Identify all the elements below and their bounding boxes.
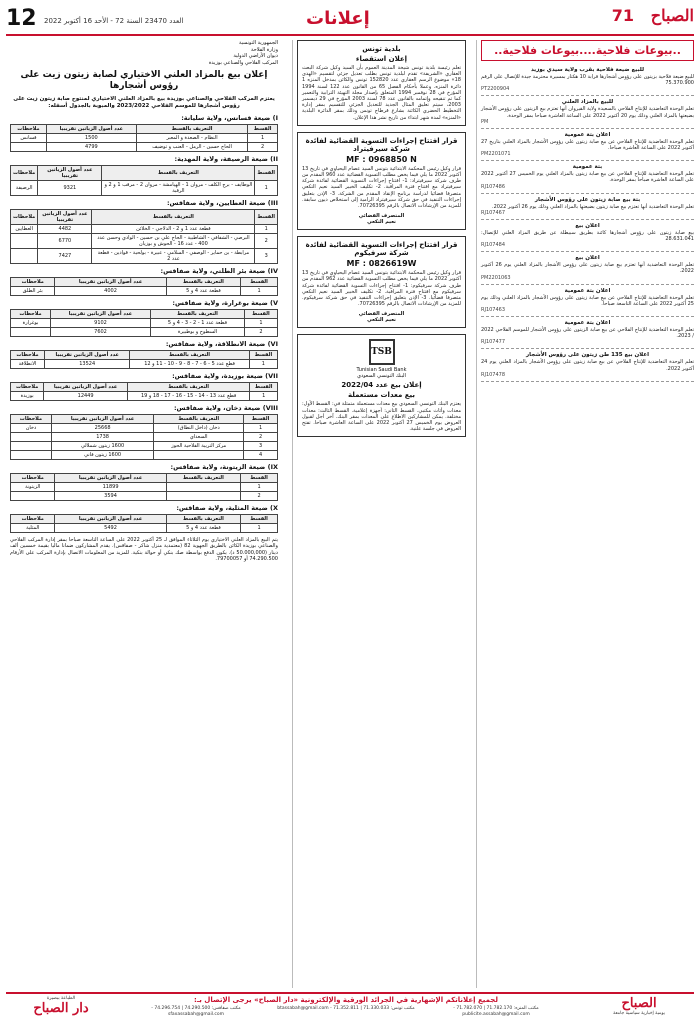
farm-name: IX) ضيعة الزيتونة، ولاية صفاقس:	[170, 463, 278, 471]
ad-title: اعلان بتة عمومية	[564, 131, 611, 138]
lot-table-header: ملاحظات	[11, 278, 55, 287]
lot-cell: السطوح و بوطبيرة	[151, 328, 245, 337]
lot-cell	[11, 433, 52, 442]
office-sfax: مكتب صفاقس: 74.290.500 | 74.296.754 - sfaxassabah@gmail.com	[151, 1006, 241, 1017]
bank-name: Tunisian Saudi Bank	[356, 367, 407, 374]
lot-cell: قسانس	[11, 134, 47, 143]
agricultural-ads-column	[476, 40, 694, 988]
lot-row	[11, 483, 278, 492]
ad-title: اعلان بتة عمومية	[564, 287, 611, 294]
ad-title: للبيع ضيعة فلاحية بقرب ولاية سيدي بوزيد	[530, 67, 645, 73]
court-notice-title: قرار افتتاح إجراءات التسوية القضائية لفائدة شركة سيرفيتراد	[305, 136, 458, 153]
lot-cell: 9321	[38, 181, 102, 196]
lot-cell	[11, 249, 38, 264]
ad-title: اعلان بيع	[575, 222, 600, 229]
lot-cell	[11, 328, 51, 337]
lot-table-header: عدد أصول الزياتين تقريبيا	[55, 474, 166, 483]
newspaper-logo	[611, 6, 694, 32]
farm-section	[10, 463, 278, 501]
ad-code: PM	[481, 118, 489, 125]
lot-table-header: التعريف بالقسط	[154, 415, 244, 424]
logo-name: الصباح	[650, 6, 694, 25]
lot-cell: 12449	[44, 392, 128, 401]
lot-table-header: عدد أصول الزياتين تقريبيا	[38, 166, 102, 181]
farm-section	[10, 404, 278, 460]
lot-table-header: القسط	[255, 210, 278, 225]
lot-cell: البرصي - الشفافي - الشاطبية - الحاج علي بن حسين - الوادي وحسن عدد 400 - عدد 16 - الحوش و بوزيان	[92, 234, 255, 249]
lot-table-header: القسط	[244, 310, 277, 319]
lot-cell: 5492	[55, 524, 166, 533]
lot-cell: 3	[244, 442, 278, 451]
lot-cell: مرابطة - بن حماير - الوصفي - السلامي - عبيرة - بولحية - قوادين - قطعة عدد 2	[92, 249, 255, 264]
lot-table	[10, 124, 278, 152]
lot-cell: 1	[248, 134, 278, 143]
farm-name: I) ضيعة قسانس، ولاية سليانة:	[181, 114, 278, 122]
ad-body: تعلم الوحدة التعاضدية للإنتاج الفلاحي عن بيع صابة زيتون بالمزاد العلني يوم الخميس 27 أكتوبر 2022 على الساعة العاشرة صباحا بمقر الوحدة.	[481, 171, 694, 184]
farm-section	[10, 372, 278, 401]
farm-name: III) ضيعة العطايين، ولاية صفاقس:	[166, 199, 278, 207]
lot-table	[10, 350, 278, 369]
lot-cell: السعداي	[154, 433, 244, 442]
lot-table-header: ملاحظات	[11, 383, 44, 392]
farm-section	[10, 299, 278, 337]
agricultural-banner: ..بيوعات فلاحية....بيوعات فلاحية..	[481, 40, 694, 61]
olive-auction-column	[6, 40, 282, 988]
lot-table-header: ملاحظات	[11, 166, 38, 181]
lot-cell: بوزيدة	[11, 392, 44, 401]
lot-cell: قطعة عدد 1 و 2 - الدلاجي - الخلائن	[92, 225, 255, 234]
lot-cell: قطعة عدد 1 - 2 - 3 - 4 و 5	[151, 319, 245, 328]
lot-cell	[11, 234, 38, 249]
logo-number: 71	[611, 6, 634, 25]
lot-cell: 6770	[38, 234, 92, 249]
ad-body: تعلم الوحدة التعاضدية للإنتاج الفلاحي عن بيع صابة الزيتون على رؤوس الأشجار للموسم الفلاحي 2022 / 2023.	[481, 327, 694, 340]
lot-cell: 4482	[38, 225, 92, 234]
footer-logo-right	[584, 996, 694, 1016]
lot-cell: دخان	[11, 424, 52, 433]
ad-code: RJ107484	[481, 242, 506, 249]
lot-cell: العطايين	[11, 225, 38, 234]
ad-body: للبيع ضيعة فلاحية بزيتون على رؤوس أشجارها قرابة 10 هكتار بمسيرة محترمة جيدة للإتصال على الرقم 75.370.900	[481, 74, 694, 87]
lot-table-header: القسط	[241, 278, 278, 287]
lot-table-header: القسط	[244, 415, 278, 424]
ad-code: PM2201063	[481, 274, 511, 281]
lot-table-header: ملاحظات	[11, 125, 47, 134]
lot-row	[11, 392, 278, 401]
ad-code: PT2200904	[481, 86, 510, 93]
notice-body: تعلم رئيسة بلدية تونس شيخة المدينة العموم بأن السيد وكيل شركة البعث العقاري «الشريفة» تقدم لبلدية تونس بطلب تعديل جزئي لتقسيم «الهدى 18» موضوع الرسم العقاري عدد 152820 تونس والكائن بمدخل المنزه 1 دائرة المنزه. وعملا بأحكام الفصل 65 من القانون عدد 122 لسنة 1994 المؤرخ في 28 نوفمبر 1994 المتعلق بإصدار مجلة التهيئة الترابية والتعمير كما تم تنقيحه وإتمامه بالقانون عدد 78 لسنة 2003 المؤرخ في 29 ديسمبر 2003، سيتم تعليق المثال الجديد للتعديل الجزئي للتقسيم بمقر إدارة التخطيط الحضري الكائنة بشارع قرطاج تونس وذلك بمقر الدائرة البلدية «المنزه» لمدة شهر ابتداء من تاريخ نشر هذا الإعلان.	[302, 65, 462, 121]
lot-cell: 2	[248, 143, 278, 152]
lot-table-header: القسط	[250, 383, 278, 392]
footer-logo-right-name: الصباح	[621, 996, 657, 1011]
lot-cell	[154, 451, 244, 460]
lot-table-header: عدد أصول الزياتين تقريبيا	[50, 310, 150, 319]
ad-body: تعلم الوحدة التعاضدية للإنتاج الفلاحي عن بيع صابة زيتون على رؤوس الأشجار بالمزاد العلني وذلك يوم 25 أكتوبر 2022 على الساعة التاسعة صباحا.	[481, 294, 694, 307]
lot-table-header: القسط	[249, 351, 277, 360]
municipal-notice	[297, 40, 466, 126]
lot-cell: 3594	[55, 492, 166, 501]
lot-table-header: التعريف بالقسط	[127, 383, 249, 392]
lot-table-header: القسط	[241, 515, 278, 524]
lot-row	[11, 451, 278, 460]
lot-table-header: القسط	[248, 125, 278, 134]
footer-logo-left-name: دار الصباح	[33, 1001, 89, 1016]
ad-item	[481, 161, 694, 193]
farm-section	[10, 504, 278, 533]
ad-title: اعلان بيع	[575, 255, 600, 262]
lot-table-header: التعريف بالقسط	[166, 474, 241, 483]
farm-section	[10, 267, 278, 296]
lot-row	[11, 328, 278, 337]
lot-table-header: القسط	[255, 166, 278, 181]
lot-table-header: عدد أصول الزياتين تقريبيا	[55, 278, 166, 287]
lot-cell: الحاج حسين - الرمل - العنب و توضيف	[136, 143, 247, 152]
lot-table-header: عدد أصول الزياتين تقريبيا	[45, 351, 130, 360]
bank-logo: TSB	[369, 339, 395, 365]
notice-subtitle: إعلان استقصاء	[355, 55, 408, 63]
lot-row	[11, 360, 278, 369]
lot-cell: 25668	[51, 424, 153, 433]
lot-cell	[11, 143, 47, 152]
lot-cell	[11, 492, 55, 501]
footer-logo-left	[6, 996, 116, 1016]
lot-cell	[11, 442, 52, 451]
page-number: 12	[6, 6, 37, 31]
lot-table-header: عدد أصول الزياتين تقريبيا	[38, 210, 92, 225]
ad-code: RJ107477	[481, 339, 506, 346]
lot-cell: بوغرارة	[11, 319, 51, 328]
lot-cell: 7602	[50, 328, 150, 337]
ad-item	[481, 129, 694, 161]
ad-item	[481, 317, 694, 349]
lot-row	[11, 143, 278, 152]
farm-name: II) ضيعة الرصيفة، ولاية المهدية:	[174, 155, 278, 163]
ad-item	[481, 349, 694, 381]
ad-title: بتة بيع صابة زيتون على رؤوس الأشجار	[534, 196, 641, 203]
ads-list	[481, 64, 694, 382]
lot-row	[11, 234, 278, 249]
lot-cell: 1	[244, 319, 277, 328]
ad-item	[481, 285, 694, 317]
bank-name-arabic: البنك التونسي السعودي	[357, 373, 406, 380]
footer-slogan: لجميع إعلاناتكم الإشهارية في الجرائد الورقية والإلكترونية «دار الصباح» يرجى الإتصال بـ:	[194, 996, 498, 1004]
footer-logo-right-tag: يومية إخبارية سياسية جامعة	[613, 1011, 665, 1016]
lot-cell: 1600 زيتون فاني	[51, 451, 153, 460]
lot-cell: 2	[244, 433, 278, 442]
lot-cell: 1	[241, 483, 278, 492]
lot-cell: 13524	[45, 360, 130, 369]
lot-cell: قطع عدد 5 - 6 - 7 - 8 - 9 - 10 - 11 و 12	[130, 360, 249, 369]
lot-row	[11, 524, 278, 533]
lot-cell: المثلية	[11, 524, 55, 533]
ad-code: RJ107478	[481, 371, 506, 378]
lot-row	[11, 225, 278, 234]
lot-table-header: التعريف بالقسط	[166, 515, 241, 524]
lot-cell: 1	[241, 287, 278, 296]
lot-cell: 2	[241, 492, 278, 501]
lot-table-header: التعريف بالقسط	[166, 278, 241, 287]
farm-name: IV) ضيعة بئر الطلتي، ولاية صفاقس:	[160, 267, 278, 275]
section-title: إعلانات	[306, 8, 370, 29]
auction-intro: يعتزم المركب الفلاحي والصناعي بوزيدة بيع بالمزاد العلني الاختياري لمنتوج صابة زيتون زيت على رؤوس أشجارها للموسم الفلاحي 2023/2022 والمبوبة بالجدول أسفله:	[13, 96, 275, 109]
bank-notice-body: يعتزم البنك التونسي السعودي بيع معدات مستعملة متمثلة في: القسط الأول: معدات وأثاث مكتبي. القسط الثاني: أجهزة إعلامية. القسط الثالث: معدات مختلفة. يمكن للمشاركين الاطلاع على المعدات بمقر البنك. آخر أجل لقبول العروض يوم الخميس 27 أكتوبر 2022 على الساعة العاشرة صباحا. تفتح العروض في جلسة علنية.	[302, 401, 461, 433]
lot-table-header: التعريف بالقسط	[136, 125, 247, 134]
farm-lots	[10, 114, 278, 533]
bank-notice-title: إعلان بيع عدد 2022/04	[341, 381, 422, 390]
lot-cell: 1738	[51, 433, 153, 442]
lot-table	[10, 414, 278, 460]
lot-cell: الرصيفة	[11, 181, 38, 196]
lot-table-header: عدد أصول الزياتين تقريبيا	[46, 125, 136, 134]
farm-name: VI) ضيعة الانطلاقة، ولاية صفاقس:	[165, 340, 278, 348]
lot-table-header: ملاحظات	[11, 210, 38, 225]
lot-row	[11, 492, 278, 501]
ad-code: RJ107463	[481, 307, 506, 314]
bank-notice-subtitle: بيع معدات مستعملة	[348, 391, 415, 400]
court-notice-title: قرار افتتاح إجراءات التسوية القضائية لفائدة شركة سرفيكوم	[305, 241, 458, 258]
lot-cell: قطعة عدد 4 و 5	[166, 287, 241, 296]
auction-title: إعلان بيع بالمزاد العلني الاختياري لصابة زيتون زيت على رؤوس أشجارها	[20, 70, 268, 91]
lot-cell: 4002	[55, 287, 166, 296]
lot-cell: 9102	[50, 319, 150, 328]
lot-table	[10, 165, 278, 196]
bank-sale-notice	[297, 334, 466, 437]
farm-section	[10, 114, 278, 152]
footer-logo-left-tag: الطباعة ببصيرة	[46, 996, 76, 1001]
ad-body: تعلم الوحدة التعاضدية للإنتاج الفلاحي عن بيع صابة زيتون على رؤوس الأشجار بالمزاد العلني يوم 24 أكتوبر 2022.	[481, 359, 694, 372]
ad-body: بيع صابة زيتون على رؤوس أشجارها كائنة بطريق سبيطلة عن طريق المزاد العلني للإتصال: 28.631.041	[481, 229, 694, 243]
ad-title: بتة عمومية	[572, 164, 603, 171]
tax-id: MF : 0826619W	[346, 259, 417, 269]
court-notice-servitrade	[297, 132, 466, 230]
lot-cell: 1	[255, 181, 278, 196]
lot-table-header: عدد أصول الزياتين تقريبيا	[44, 383, 128, 392]
footer-offices	[126, 1006, 566, 1017]
lot-table-header: ملاحظات	[11, 351, 45, 360]
ad-code: RJ107467	[481, 209, 506, 216]
notices-column	[292, 40, 470, 988]
ad-body: تعلم الوحدة التعاضدية أنها تعتزم بيع صابة زيتون بضيعتها بالمزاد العلني وذلك يوم 26 أكتوبر 2022.	[491, 203, 694, 210]
lot-table-header: التعريف بالقسط	[130, 351, 249, 360]
lot-cell: النظام - الصعدة و المعبر	[136, 134, 247, 143]
lot-cell: 7427	[38, 249, 92, 264]
trustee-signature: المتصرف القضائي نعيم التكعي	[358, 311, 405, 324]
lot-row	[11, 424, 278, 433]
lot-cell: 1	[249, 360, 277, 369]
farm-section	[10, 340, 278, 369]
lot-cell: 1	[250, 392, 278, 401]
ad-item	[481, 252, 694, 284]
lot-table-header: عدد أصول الزياتين تقريبيا	[55, 515, 166, 524]
page-footer	[6, 992, 694, 1025]
lot-table-header: التعريف بالقسط	[102, 166, 255, 181]
farm-name: VIII) ضيعة دخان، ولاية صفاقس:	[173, 404, 278, 412]
court-notice-body: قرار وكيل رئيس المحكمة الابتدائية بتونس السيد عصام اليحياوي في تاريخ 13 أكتوبر 2022 ما يلي فيما يخص مطلب التسوية القضائية عدد 960 المقدم من طرف شركة سيرفيتراد: 1- افتتاح إجراءات التسوية القضائية لفائدة شركة سيرفيتراد مع افتتاح فترة المراقبة. 2- تكليف الخبير السيد نعيم التكعي متصرفا قضائيا لدراسة برنامج الإنقاذ المقدم من الشركة. 3- الإذن بتعليق إجراءات التنفيذ في حق شركة سيرفيتراد الرامية إلى استخلاص ديون سابقة. للمزيد من الإرشادات الاتصال بالرقم 70726395.	[302, 165, 461, 210]
ad-item	[481, 64, 694, 96]
ad-body: تعلم الوحدة التعاضدية للإنتاج الفلاحي عن بيع صابة زيتون على رؤوس الأشجار بالمزاد العلني بتاريخ 27 أكتوبر 2022 على الساعة العاشرة صباحا.	[481, 138, 694, 152]
lot-table	[10, 209, 278, 264]
lot-table	[10, 473, 278, 501]
lot-cell: بئر الطلق	[11, 287, 55, 296]
farm-name: V) ضيعة بوغرارة، ولاية صفاقس:	[172, 299, 278, 307]
lot-table-header: التعريف بالقسط	[92, 210, 255, 225]
lot-cell: قطعة عدد 4 و 5	[166, 524, 241, 533]
ad-body: تعلم الوحدة التعاضدية أنها تعتزم بيع صابة زيتون على رؤوس الأشجار بالمزاد العلني يوم 26 أكتوبر 2022.	[481, 262, 694, 275]
court-notice-servicom	[297, 236, 466, 328]
lot-row	[11, 433, 278, 442]
lot-row	[11, 442, 278, 451]
ad-title: اعلان بتة عمومية	[564, 320, 611, 327]
lot-cell: 11899	[55, 483, 166, 492]
page-header	[6, 6, 694, 36]
lot-table-header: ملاحظات	[11, 310, 51, 319]
lot-row	[11, 181, 278, 196]
lot-cell: دخان (داخل النطاق)	[154, 424, 244, 433]
lot-cell: 4799	[46, 143, 136, 152]
office-menzah: مكتب المنزه: 71.782.170 | 71.782.070 - publicite.assabah@gmail.com	[453, 1006, 539, 1017]
lot-cell: الوطايف - برج الكلف - مروان 1 - الهيامشة - مروان 2 - مرقب 1 و 2 و الرقبة	[102, 181, 255, 196]
lot-cell: قطع عدد 13 - 14 - 15 - 16 - 17 - 18 و 19	[127, 392, 249, 401]
lot-cell: 1	[244, 424, 278, 433]
lot-cell: 4	[244, 451, 278, 460]
lot-cell	[11, 451, 52, 460]
lot-table-header: ملاحظات	[11, 515, 55, 524]
auction-conditions: يتم البيع بالمزاد العلني الاختياري يوم الثلاثاء الموافق لـ 25 أكتوبر 2022 على الساعة التاسعة صباحا بمقر إدارة المركب الفلاحي والصناعي بوزيدة الكائن بالطريق الجهوية 82 (معتمدية منزل شاكر - صفاقس). يقدم المشاركون ضمانا ماليا بقيمة خمسين ألف دينار (50.000,000 د). يكون الدفع بواسطة صك بنكي أو حوالة بنكية. للمزيد من المعلومات الاتصال بإدارة المركب على الأرقام 74.290.500 أو 79700057.	[10, 537, 278, 562]
lot-cell	[166, 483, 241, 492]
lot-cell: 1	[255, 225, 278, 234]
lot-table	[10, 382, 278, 401]
lot-table-header: التعريف بالقسط	[151, 310, 245, 319]
lot-cell: الزيتونة	[11, 483, 55, 492]
ad-title: اعلان بيع 135 طن زيتون على رؤوس الأشجار	[526, 352, 649, 359]
ad-title: للبيع بالمزاد العلني	[561, 99, 614, 106]
lot-cell: 1	[241, 524, 278, 533]
lot-table-header: القسط	[241, 474, 278, 483]
lot-table-header: ملاحظات	[11, 474, 55, 483]
lot-cell: 3	[255, 249, 278, 264]
ad-item	[481, 220, 694, 252]
lot-cell: 1500	[46, 134, 136, 143]
notice-title: بلدية تونس	[362, 45, 401, 53]
office-tunis: مكتب تونس: 71.330.033 | 71.352.811 - btassabah@gmail.com	[277, 1006, 415, 1011]
ministry-header: الجمهورية التونسية وزارة الفلاحة ديوان الأراضي الدولية المركب الفلاحي والصناعي بوزيدة	[208, 40, 278, 66]
lot-cell	[166, 492, 241, 501]
farm-name: X) ضيعة المثلية، ولاية صفاقس:	[176, 504, 278, 512]
tax-id: MF : 0968850 N	[346, 154, 417, 164]
farm-name: VII) ضيعة بوزيدة، ولاية صفاقس:	[172, 372, 278, 380]
lot-row	[11, 319, 278, 328]
ad-code: PM2201071	[481, 151, 511, 158]
lot-cell: 2	[255, 234, 278, 249]
farm-section	[10, 155, 278, 196]
lot-row	[11, 134, 278, 143]
issue-info: العدد 23470 السنة 72 - الأحد 16 أكتوبر 2022	[44, 17, 184, 25]
court-notice-body: قرار وكيل رئيس المحكمة الابتدائية بتونس السيد عصام اليحياوي في تاريخ 13 أكتوبر 2022 ما يلي فيما يخص مطلب التسوية القضائية عدد 962 المقدم من طرف شركة سرفيكوم: 1- افتتاح إجراءات التسوية القضائية لفائدة شركة سرفيكوم مع افتتاح فترة المراقبة. 2- تكليف الخبير السيد نعيم التكعي متصرفا قضائيا. 3- الإذن بتعليق إجراءات التنفيذ في حق شركة سرفيكوم. للمزيد من الإرشادات الاتصال بالرقم 70726395.	[302, 270, 462, 308]
lot-table	[10, 309, 278, 337]
trustee-signature: المتصرف القضائي نعيم التكعي	[358, 213, 405, 226]
ad-code: RJ107486	[481, 183, 506, 190]
ad-item	[481, 96, 694, 128]
lot-cell: 2	[244, 328, 277, 337]
lot-cell: مركز التربية الفلاحية الحوز	[154, 442, 244, 451]
lot-cell: الانطلاقة	[11, 360, 45, 369]
farm-section	[10, 199, 278, 264]
lot-table	[10, 277, 278, 296]
ad-body: تعلم الوحدة التعاضدية للإنتاج الفلاحي بالسعيدة ولاية القيروان أنها تعتزم بيع الزيتون على رؤوس الأشجار بضيعتها بالمزاد العلني وذلك يوم 20 أكتوبر 2022 على الساعة العاشرة صباحا بمقر الوحدة.	[481, 106, 694, 119]
lot-table-header: عدد أصول الزياتين تقريبيا	[51, 415, 153, 424]
lot-table	[10, 514, 278, 533]
lot-cell: 1600 زيتون شملالي	[51, 442, 153, 451]
lot-row	[11, 249, 278, 264]
lot-row	[11, 287, 278, 296]
lot-table-header: ملاحظات	[11, 415, 52, 424]
ad-item	[481, 194, 694, 220]
